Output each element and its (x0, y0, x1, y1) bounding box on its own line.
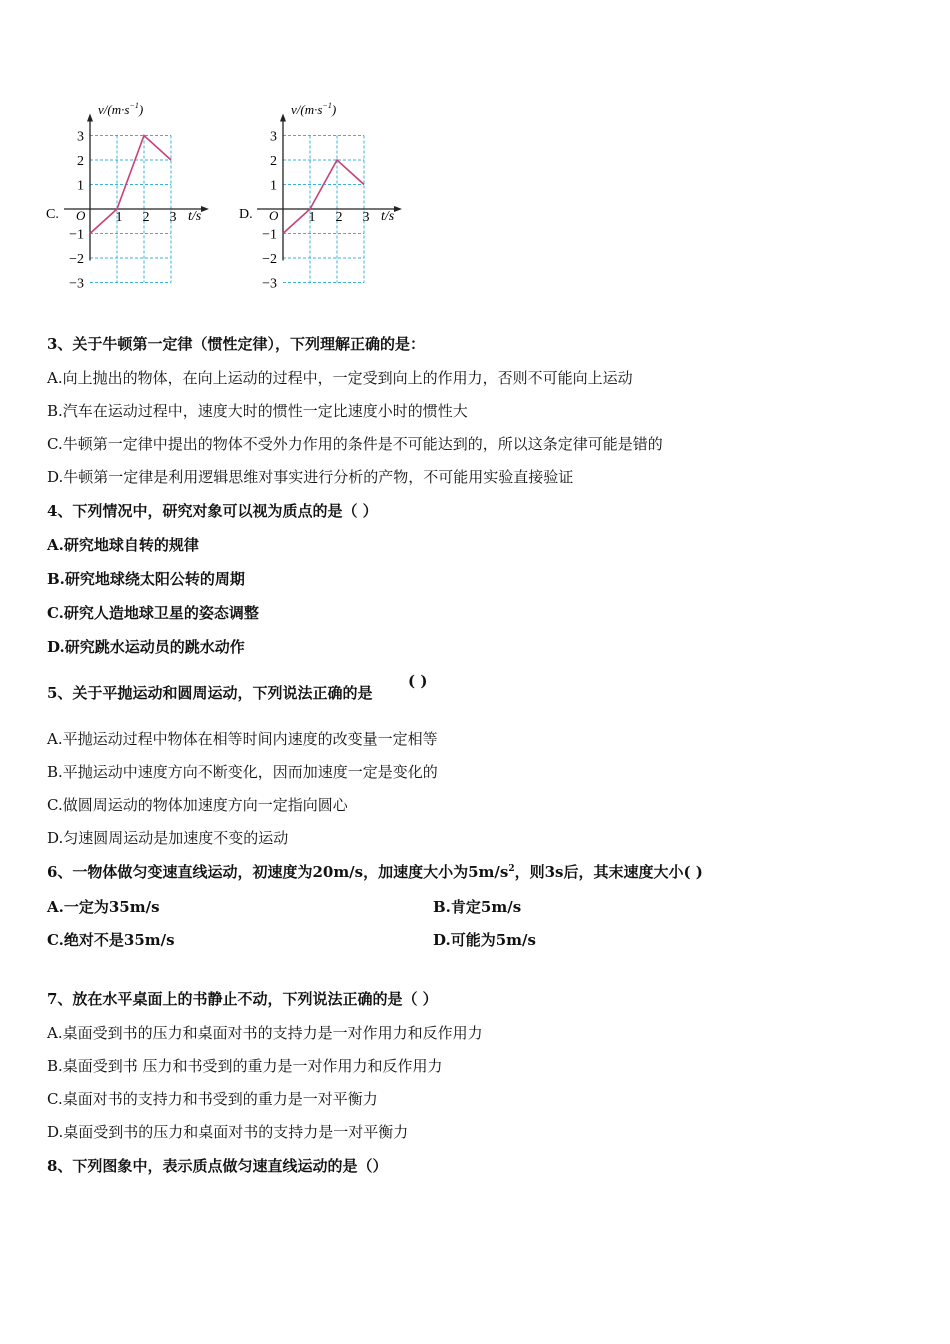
question-5-stem: 5、关于平抛运动和圆周运动，下列说法正确的是 (47, 684, 373, 702)
question-4-option-d: D.研究跳水运动员的跳水动作 (47, 638, 245, 656)
x-tick-label: 3 (362, 210, 370, 225)
x-tick-label: 2 (142, 210, 150, 225)
y-axis-label: $v/(m\cdot s^{-1})$ (291, 101, 337, 117)
question-6-option-b: B.肯定5m/s (433, 898, 522, 916)
question-5-answer-paren: ( ) (408, 672, 428, 690)
y-axis-label: $v/(m\cdot s^{-1})$ (98, 101, 144, 117)
question-4-option-a: A.研究地球自转的规律 (47, 536, 199, 554)
x-axis-label: t/s (381, 209, 395, 224)
question-6-option-d: D.可能为5m/s (433, 931, 536, 949)
y-tick-label: −3 (69, 276, 84, 292)
vt-graph-c (40, 96, 220, 308)
question-4-stem: 4、下列情况中，研究对象可以视为质点的是（ ） (47, 502, 378, 520)
y-axis-arrow (280, 114, 286, 122)
question-3-option-d: D.牛顿第一定律是利用逻辑思维对事实进行分析的产物，不可能用实验直接验证 (47, 468, 574, 486)
graph-option-d (233, 96, 413, 312)
y-tick-label: −2 (262, 252, 277, 267)
question-7-stem: 7、放在水平桌面上的书静止不动，下列说法正确的是（ ） (47, 990, 438, 1008)
question-5-option-c: C.做圆周运动的物体加速度方向一定指向圆心 (47, 796, 348, 814)
option-label: D. (239, 207, 253, 222)
y-tick-label: 1 (77, 178, 84, 194)
x-axis-arrow (201, 206, 209, 212)
question-6-option-a: A.一定为35m/s (47, 898, 160, 916)
y-tick-label: −3 (262, 276, 277, 292)
question-7-option-a: A.桌面受到书的压力和桌面对书的支持力是一对作用力和反作用力 (47, 1024, 483, 1042)
x-axis-label: t/s (188, 209, 202, 224)
question-7-option-b: B.桌面受到书 压力和书受到的重力是一对作用力和反作用力 (47, 1057, 443, 1075)
x-tick-label: 1 (308, 210, 316, 225)
y-tick-label: −1 (262, 227, 277, 243)
vt-graph-d (233, 96, 413, 308)
question-7-option-c: C.桌面对书的支持力和书受到的重力是一对平衡力 (47, 1090, 378, 1108)
question-3-option-a: A.向上抛出的物体，在向上运动的过程中，一定受到向上的作用力，否则不可能向上运动 (47, 369, 633, 387)
question-6-option-c: C.绝对不是35m/s (47, 931, 175, 949)
question-3-option-c: C.牛顿第一定律中提出的物体不受外力作用的条件是不可能达到的，所以这条定律可能是错的 (47, 435, 663, 453)
y-tick-label: −2 (69, 252, 84, 267)
graph-option-c (40, 96, 220, 312)
y-tick-label: −1 (69, 227, 84, 243)
y-tick-label: 2 (270, 154, 277, 169)
origin-label: O (76, 208, 86, 223)
question-8-stem: 8、下列图象中，表示质点做匀速直线运动的是（） (47, 1157, 388, 1175)
question-4-option-c: C.研究人造地球卫星的姿态调整 (47, 604, 259, 622)
question-3-stem: 3、关于牛顿第一定律（惯性定律），下列理解正确的是： (47, 335, 425, 353)
question-7-option-d: D.桌面受到书的压力和桌面对书的支持力是一对平衡力 (47, 1123, 409, 1141)
data-line (283, 160, 364, 234)
question-3-option-b: B.汽车在运动过程中，速度大时的惯性一定比速度小时的惯性大 (47, 402, 468, 420)
x-tick-label: 2 (335, 210, 343, 225)
y-tick-label: 2 (77, 154, 84, 169)
x-tick-label: 1 (115, 210, 123, 225)
y-tick-label: 3 (77, 129, 84, 145)
x-tick-label: 3 (169, 210, 177, 225)
y-axis-arrow (87, 114, 93, 122)
question-5-option-b: B.平抛运动中速度方向不断变化，因而加速度一定是变化的 (47, 763, 438, 781)
y-tick-label: 3 (270, 129, 277, 145)
question-5-option-a: A.平抛运动过程中物体在相等时间内速度的改变量一定相等 (47, 730, 438, 748)
question-5-option-d: D.匀速圆周运动是加速度不变的运动 (47, 829, 289, 847)
option-label: C. (46, 207, 59, 222)
x-axis-arrow (394, 206, 402, 212)
y-tick-label: 1 (270, 178, 277, 194)
question-4-option-b: B.研究地球绕太阳公转的周期 (47, 570, 245, 588)
origin-label: O (269, 208, 279, 223)
question-6-stem: 6、一物体做匀变速直线运动，初速度为20m/s，加速度大小为$5m/s^2$，则3s后，其末速度大小( ) (47, 863, 703, 881)
